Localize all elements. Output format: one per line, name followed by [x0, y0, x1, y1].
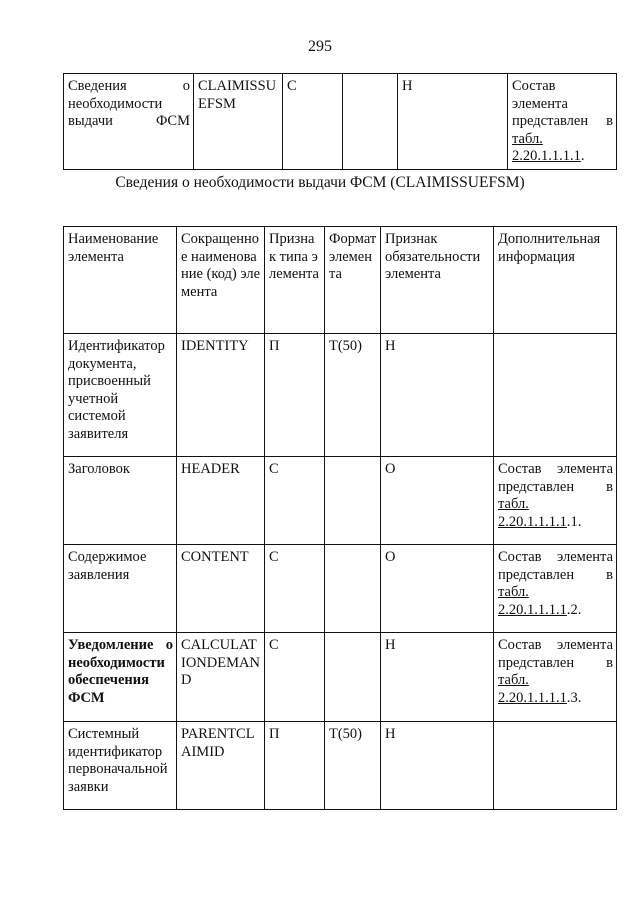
element-code-cell: CALCULATIONDEMAND — [177, 633, 265, 722]
table-reference: табл. 2.20.1.1.1.1 — [512, 130, 581, 164]
header-name: Наименование элемента — [64, 227, 177, 334]
element-format-cell — [325, 545, 381, 633]
element-required-cell: О — [381, 545, 494, 633]
info-text: Состав элемента представлен в — [498, 637, 613, 671]
element-type-cell: С — [265, 633, 325, 722]
element-required-cell: Н — [381, 722, 494, 810]
header-info: Дополнительная информация — [494, 227, 617, 334]
element-code-cell: CLAIMISSUEFSM — [194, 74, 283, 170]
element-name-cell: Содержимое заявления — [64, 545, 177, 633]
table-row — [64, 334, 617, 457]
table-row — [64, 633, 617, 722]
info-text: Состав элемента представлен в — [498, 549, 613, 583]
header-type: Признак типа элемента — [265, 227, 325, 334]
elements-table — [63, 226, 617, 810]
header-row — [64, 227, 617, 334]
element-info-cell — [494, 457, 617, 545]
table-row — [64, 457, 617, 545]
element-type-cell: С — [265, 545, 325, 633]
reference-suffix: .2. — [566, 601, 582, 618]
element-code-cell: HEADER — [177, 457, 265, 545]
element-type-cell: П — [265, 334, 325, 457]
info-text: Состав элемента представлен в — [498, 461, 613, 495]
element-info-cell — [494, 722, 617, 810]
table-reference: табл. 2.20.1.1.1.1 — [498, 584, 567, 618]
info-text: Состав элемента представлен в — [512, 78, 613, 129]
element-name-cell: Идентификатор документа, присвоенный учетной системой заявителя — [64, 334, 177, 457]
element-name-cell: Сведения о необходимости выдачи ФСМ — [64, 74, 194, 170]
table-row — [64, 74, 617, 170]
element-required-cell: Н — [398, 74, 508, 170]
element-format-cell — [325, 457, 381, 545]
table-row — [64, 722, 617, 810]
element-code-cell: PARENTCLAIMID — [177, 722, 265, 810]
element-name-cell: Заголовок — [64, 457, 177, 545]
table-row — [64, 545, 617, 633]
page-number: 295 — [308, 38, 332, 55]
element-required-cell: О — [381, 457, 494, 545]
element-type-cell: П — [265, 722, 325, 810]
section-title: Сведения о необходимости выдачи ФСМ (CLAIMISSUEFSM) — [115, 174, 525, 191]
element-info-cell — [494, 334, 617, 457]
reference-suffix: .3. — [566, 689, 582, 706]
element-info-cell — [494, 545, 617, 633]
element-format-cell — [343, 74, 398, 170]
element-format-cell: Т(50) — [325, 334, 381, 457]
element-code-cell: IDENTITY — [177, 334, 265, 457]
element-name-cell: Уведомление о необходимости обеспечения ФСМ — [64, 633, 177, 722]
element-type-cell: С — [283, 74, 343, 170]
element-type-cell: С — [265, 457, 325, 545]
reference-suffix: . — [580, 148, 585, 164]
element-required-cell: Н — [381, 334, 494, 457]
element-name-cell: Системный идентификатор первоначальной заявки — [64, 722, 177, 810]
continuation-table — [63, 73, 617, 170]
header-format: Формат элемента — [325, 227, 381, 334]
reference-suffix: .1. — [566, 513, 582, 530]
element-format-cell — [325, 633, 381, 722]
header-code: Сокращенное наименование (код) элемента — [177, 227, 265, 334]
table-reference: табл. 2.20.1.1.1.1 — [498, 496, 567, 530]
element-info-cell — [494, 633, 617, 722]
element-code-cell: CONTENT — [177, 545, 265, 633]
header-required: Признак обязательности элемента — [381, 227, 494, 334]
element-required-cell: Н — [381, 633, 494, 722]
element-info-cell — [508, 74, 617, 170]
element-format-cell: Т(50) — [325, 722, 381, 810]
table-reference: табл. 2.20.1.1.1.1 — [498, 672, 567, 706]
